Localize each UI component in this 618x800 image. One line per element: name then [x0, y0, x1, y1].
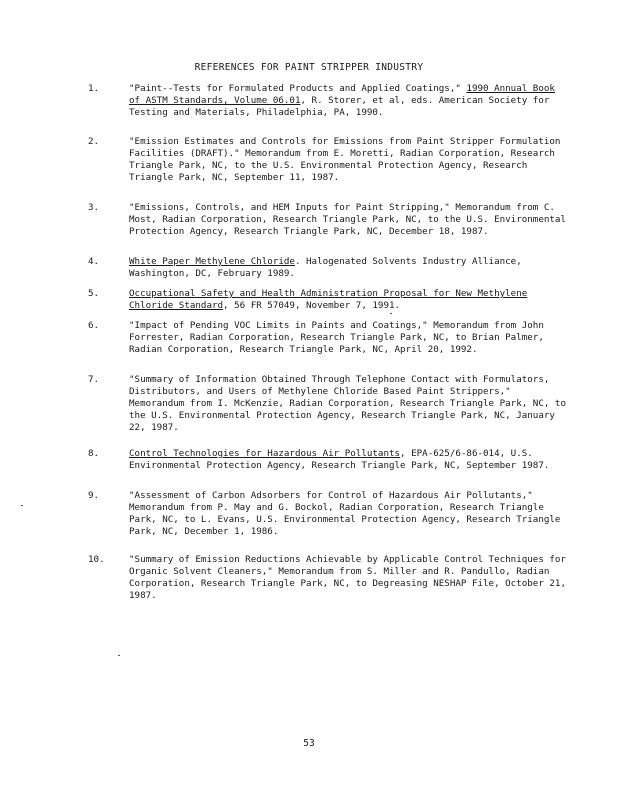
- scan-speck: [118, 655, 120, 656]
- reference-number: 2.: [88, 136, 100, 147]
- reference-text-segment: "Emissions, Controls, and HEM Inputs for Paint Stripping," Memorandum from C. Most, Radian Corporation, Research Triangle Park, NC, to the U.S. Environmental Protection Agency, Research Triangle Park, NC, December 18, 1987.: [129, 202, 566, 237]
- reference-text: [129, 448, 568, 472]
- reference-number: 7.: [88, 374, 100, 385]
- scan-speck: [21, 505, 23, 506]
- reference-text: [129, 374, 568, 434]
- reference-text-segment: "Assessment of Carbon Adsorbers for Control of Hazardous Air Pollutants," Memorandum from P. May and G. Bockol, Radian Corporation, Research Triangle Park, NC, to L. Evans, U.S. Environmental Protection Agency, Research Triangle Park, NC, December 1, 1986.: [129, 490, 561, 537]
- reference-text-segment: , R. Storer, et al, eds. American Society for Testing and Materials, Philadelphia, PA, 1990.: [129, 95, 550, 118]
- reference-text-segment: . Halogenated Solvents Industry Alliance, Washington, DC, February 1989.: [129, 256, 522, 279]
- reference-title-underlined: 1990 Annual Book of ASTM Standards, Volume 06.01: [129, 83, 555, 106]
- reference-text-segment: "Paint--Tests for Formulated Products and Applied Coatings,": [129, 83, 467, 94]
- reference-item: [88, 320, 568, 356]
- reference-number: 8.: [88, 448, 100, 459]
- reference-text: [129, 320, 568, 356]
- reference-text: [129, 256, 568, 280]
- reference-item: [88, 490, 568, 538]
- reference-item: [88, 83, 568, 119]
- reference-number: 9.: [88, 490, 100, 501]
- page-title: REFERENCES FOR PAINT STRIPPER INDUSTRY: [194, 62, 424, 73]
- reference-number: 4.: [88, 256, 100, 267]
- reference-number: 5.: [88, 288, 100, 299]
- reference-title-underlined: Control Technologies for Hazardous Air Pollutants: [129, 448, 401, 459]
- reference-title-underlined: White Paper Methylene Chloride: [129, 256, 295, 267]
- reference-text-segment: , EPA-625/6-86-014, U.S. Environmental Protection Agency, Research Triangle Park, NC, September 1987.: [129, 448, 550, 471]
- reference-title-underlined: Occupational Safety and Health Administration Proposal for New Methylene Chloride Standard: [129, 288, 528, 311]
- reference-item: [88, 136, 568, 184]
- reference-item: [88, 374, 568, 434]
- reference-item: [88, 288, 568, 312]
- reference-item: [88, 256, 568, 280]
- reference-item: [88, 554, 568, 602]
- reference-text: [129, 490, 568, 538]
- reference-text-segment: "Summary of Information Obtained Through Telephone Contact with Formulators, Distributors, and Users of Methylene Chloride Based Paint Strippers," Memorandum from I. McKenzie, Radian Corporation, Research Triangle Park, NC, to the U.S. Environmental Protection Agency, Research Triangle Park, NC, January 22, 1987.: [129, 374, 566, 433]
- reference-text-segment: , 56 FR 57049, November 7, 1991.: [223, 300, 401, 311]
- reference-text: [129, 136, 568, 184]
- page-number: 53: [303, 738, 315, 749]
- reference-text: [129, 83, 568, 119]
- reference-text-segment: "Emission Estimates and Controls for Emissions from Paint Stripper Formulation Facilities (DRAFT)." Memorandum from E. Moretti, Radian Corporation, Research Triangle Park, NC, to the U.S. Environmental Protection Agency, Research Triangle Park, NC, September 11, 1987.: [129, 136, 561, 183]
- reference-number: 10.: [88, 554, 105, 565]
- reference-number: 6.: [88, 320, 100, 331]
- reference-number: 1.: [88, 83, 100, 94]
- reference-text-segment: "Impact of Pending VOC Limits in Paints and Coatings," Memorandum from John Forrester, Radian Corporation, Research Triangle Park, NC, to Brian Palmer, Radian Corporation, Research Triangle Park, NC, April 20, 1992.: [129, 320, 544, 355]
- reference-number: 3.: [88, 202, 100, 213]
- reference-text: [129, 288, 568, 312]
- scan-speck: [390, 313, 392, 314]
- reference-text: [129, 554, 568, 602]
- reference-text: [129, 202, 568, 238]
- reference-item: [88, 202, 568, 238]
- reference-text-segment: "Summary of Emission Reductions Achievable by Applicable Control Techniques for Organic Solvent Cleaners," Memorandum from S. Miller and R. Pandullo, Radian Corporation, Research Triangle Park, NC, to Degreasing NESHAP File, October 21, 1987.: [129, 554, 566, 601]
- reference-item: [88, 448, 568, 472]
